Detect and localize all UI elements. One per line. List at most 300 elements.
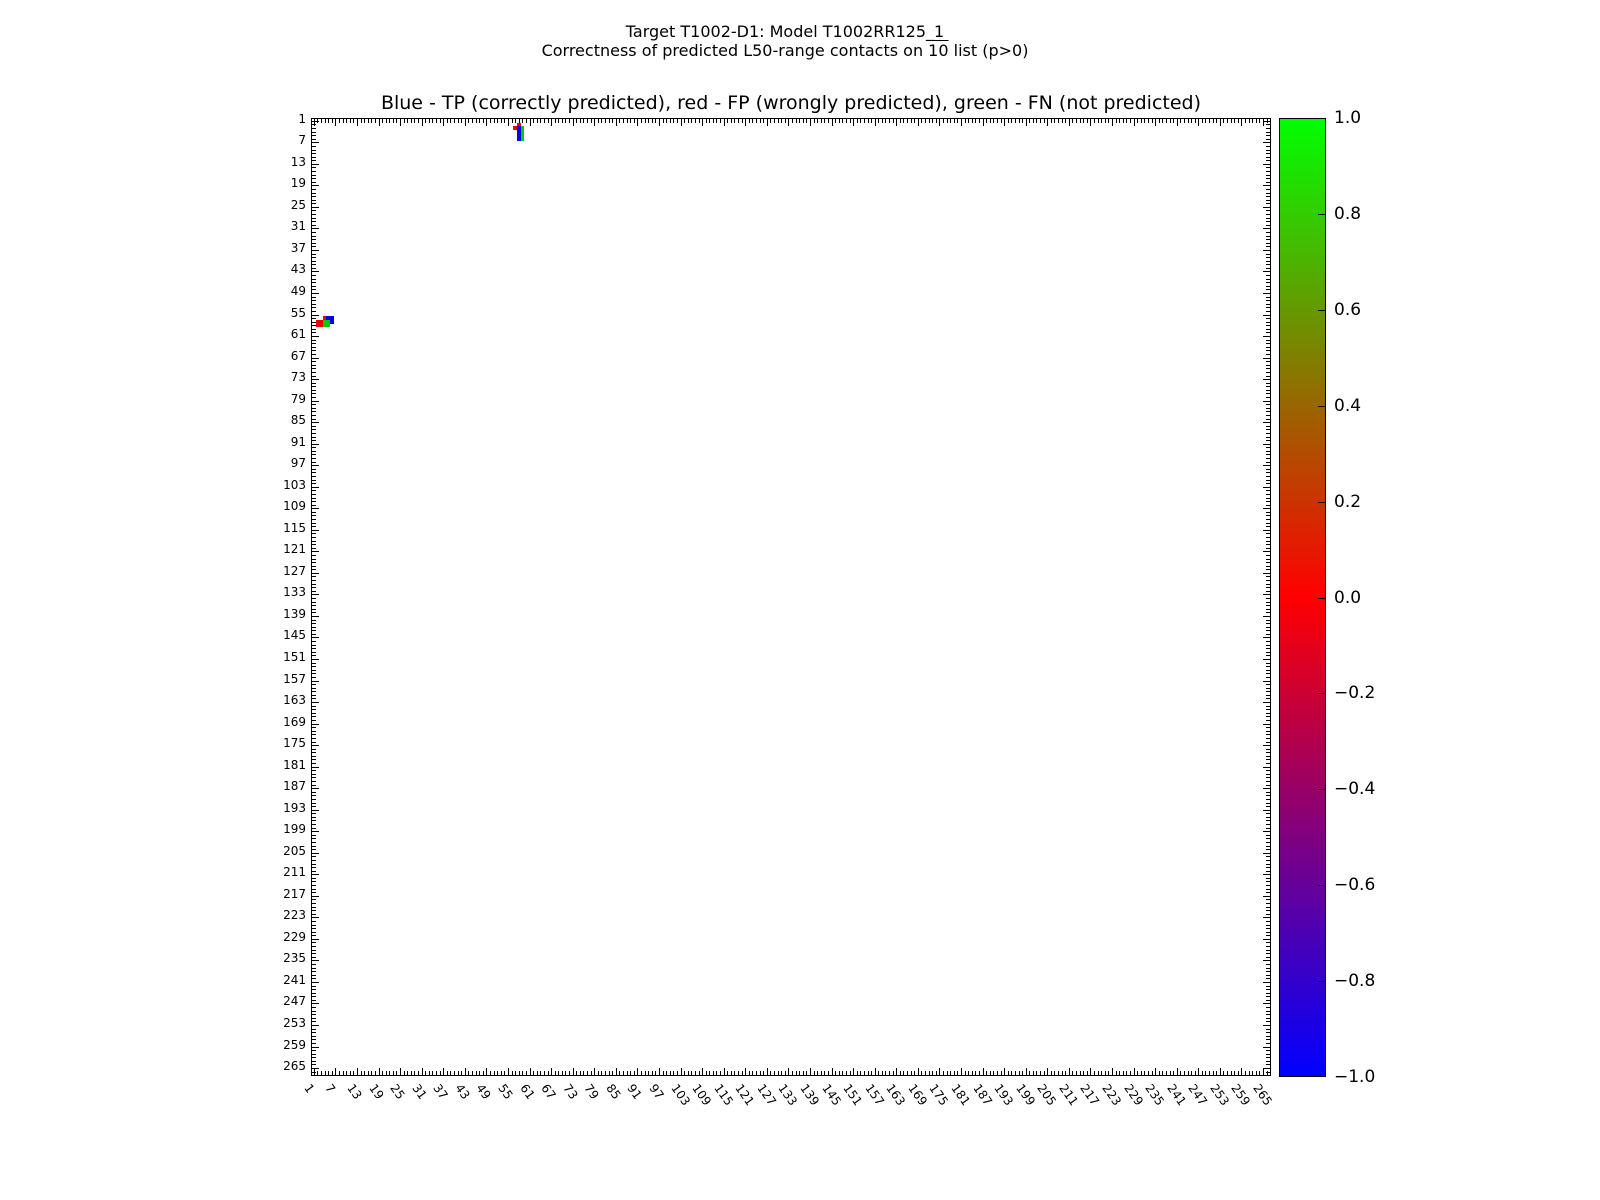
- axis-tick-top: [1152, 119, 1153, 123]
- axis-tick-right: [1266, 264, 1270, 265]
- axis-tick-bottom: [1090, 1068, 1091, 1075]
- axis-tick-top: [857, 119, 858, 123]
- axis-tick-top: [652, 119, 653, 123]
- axis-tick-bottom: [857, 1071, 858, 1075]
- axis-tick-top: [810, 119, 811, 126]
- axis-tick-bottom: [551, 1068, 552, 1075]
- axis-tick-left: [312, 727, 316, 728]
- axis-tick-bottom: [479, 1071, 480, 1075]
- axis-tick-top: [929, 119, 930, 123]
- axis-tick-left: [312, 803, 316, 804]
- axis-tick-left: [312, 971, 316, 972]
- axis-tick-top: [580, 119, 581, 123]
- axis-tick-left: [312, 365, 316, 366]
- axis-tick-left: [312, 975, 316, 976]
- axis-tick-left: [312, 652, 316, 653]
- axis-tick-bottom: [476, 1071, 477, 1075]
- axis-tick-bottom: [1134, 1068, 1135, 1075]
- x-tick-label: 67: [538, 1081, 559, 1102]
- axis-tick-bottom: [591, 1071, 592, 1075]
- axis-tick-bottom: [655, 1071, 656, 1075]
- axis-tick-top: [1058, 119, 1059, 123]
- axis-tick-bottom: [727, 1071, 728, 1075]
- axis-tick-top: [1141, 119, 1142, 123]
- axis-tick-top: [738, 119, 739, 123]
- axis-tick-right: [1266, 580, 1270, 581]
- axis-tick-right: [1266, 677, 1270, 678]
- axis-tick-bottom: [1108, 1071, 1109, 1075]
- axis-tick-left: [312, 289, 316, 290]
- axis-tick-right: [1266, 652, 1270, 653]
- axis-tick-top: [335, 119, 336, 126]
- axis-tick-bottom: [1144, 1071, 1145, 1075]
- axis-tick-bottom: [526, 1071, 527, 1075]
- axis-tick-bottom: [548, 1071, 549, 1075]
- axis-tick-bottom: [350, 1071, 351, 1075]
- y-tick-label: 259: [283, 1037, 306, 1052]
- axis-tick-bottom: [821, 1071, 822, 1075]
- axis-tick-top: [1083, 119, 1084, 123]
- axis-tick-top: [454, 119, 455, 123]
- axis-tick-top: [900, 119, 901, 123]
- axis-tick-left: [312, 1036, 316, 1037]
- axis-tick-right: [1266, 480, 1270, 481]
- axis-tick-top: [1087, 119, 1088, 123]
- axis-tick-bottom: [709, 1071, 710, 1075]
- axis-tick-bottom: [515, 1071, 516, 1075]
- axis-tick-left: [312, 422, 319, 423]
- axis-tick-top: [1267, 119, 1268, 123]
- axis-tick-left: [312, 634, 316, 635]
- y-tick-label: 37: [290, 240, 306, 255]
- axis-tick-right: [1266, 433, 1270, 434]
- axis-tick-top: [587, 119, 588, 123]
- axis-tick-left: [312, 957, 316, 958]
- axis-tick-top: [1234, 119, 1235, 123]
- axis-tick-top: [1223, 119, 1224, 123]
- axis-tick-top: [1159, 119, 1160, 123]
- axis-tick-left: [312, 706, 316, 707]
- axis-tick-bottom: [670, 1071, 671, 1075]
- axis-tick-top: [544, 119, 545, 123]
- axis-tick-left: [312, 849, 316, 850]
- axis-tick-left: [312, 523, 316, 524]
- x-tick-label: 43: [452, 1081, 473, 1102]
- axis-tick-top: [645, 119, 646, 123]
- axis-tick-right: [1266, 620, 1270, 621]
- axis-tick-bottom: [691, 1071, 692, 1075]
- x-tick-label: 151: [840, 1081, 866, 1109]
- axis-tick-left: [312, 315, 319, 316]
- axis-tick-left: [312, 946, 316, 947]
- axis-tick-right: [1266, 236, 1270, 237]
- axis-tick-left: [312, 218, 316, 219]
- axis-tick-top: [558, 119, 559, 123]
- axis-tick-left: [312, 132, 316, 133]
- axis-tick-top: [720, 119, 721, 123]
- axis-tick-right: [1266, 716, 1270, 717]
- axis-tick-right: [1266, 304, 1270, 305]
- axis-tick-top: [1220, 119, 1221, 126]
- axis-tick-right: [1266, 218, 1270, 219]
- axis-tick-top: [983, 119, 984, 126]
- axis-tick-right: [1266, 932, 1270, 933]
- axis-tick-bottom: [1205, 1071, 1206, 1075]
- axis-tick-top: [803, 119, 804, 123]
- axis-tick-bottom: [878, 1071, 879, 1075]
- axis-tick-top: [368, 119, 369, 123]
- axis-tick-bottom: [616, 1068, 617, 1075]
- axis-tick-bottom: [832, 1068, 833, 1075]
- axis-tick-right: [1263, 637, 1270, 638]
- axis-tick-right: [1266, 411, 1270, 412]
- axis-tick-left: [312, 246, 316, 247]
- axis-tick-left: [312, 329, 316, 330]
- axis-tick-bottom: [896, 1068, 897, 1075]
- axes-title-legend: Blue - TP (correctly predicted), red - FP (wrongly predicted), green - FN (not predicted): [380, 92, 1202, 114]
- axis-tick-right: [1266, 523, 1270, 524]
- axis-tick-right: [1266, 770, 1270, 771]
- axis-tick-left: [312, 343, 316, 344]
- y-tick-label: 253: [283, 1015, 306, 1030]
- y-tick-label: 133: [283, 585, 306, 600]
- axis-tick-top: [573, 119, 574, 126]
- axis-tick-left: [312, 483, 316, 484]
- axis-tick-right: [1266, 899, 1270, 900]
- axis-tick-left: [312, 942, 316, 943]
- axis-tick-bottom: [641, 1071, 642, 1075]
- axis-tick-right: [1266, 347, 1270, 348]
- axis-tick-left: [312, 828, 316, 829]
- axis-tick-left: [312, 167, 316, 168]
- axis-tick-top: [903, 119, 904, 123]
- axis-tick-right: [1263, 681, 1270, 682]
- x-tick-label: 49: [473, 1081, 494, 1102]
- axis-tick-right: [1266, 1032, 1270, 1033]
- axis-tick-left: [312, 537, 316, 538]
- axis-tick-left: [312, 928, 316, 929]
- x-tick-label: 91: [624, 1081, 645, 1102]
- axis-tick-left: [312, 293, 319, 294]
- axis-tick-bottom: [522, 1071, 523, 1075]
- axis-tick-right: [1266, 648, 1270, 649]
- axis-tick-right: [1266, 210, 1270, 211]
- axis-tick-right: [1266, 383, 1270, 384]
- axis-tick-bottom: [929, 1071, 930, 1075]
- axis-tick-right: [1263, 1003, 1270, 1004]
- axis-tick-right: [1266, 1061, 1270, 1062]
- axis-tick-left: [312, 932, 316, 933]
- axis-tick-bottom: [983, 1068, 984, 1075]
- axis-tick-left: [312, 160, 316, 161]
- x-tick-label: 265: [1250, 1081, 1275, 1109]
- axis-tick-left: [312, 426, 316, 427]
- axis-tick-bottom: [648, 1071, 649, 1075]
- axis-tick-top: [382, 119, 383, 123]
- x-tick-label: 235: [1142, 1081, 1168, 1109]
- axis-tick-right: [1266, 182, 1270, 183]
- axis-tick-right: [1263, 271, 1270, 272]
- axis-tick-left: [312, 469, 316, 470]
- axis-tick-bottom: [472, 1071, 473, 1075]
- axis-tick-right: [1266, 562, 1270, 563]
- axis-tick-top: [986, 119, 987, 123]
- axis-tick-right: [1266, 254, 1270, 255]
- axis-tick-right: [1263, 336, 1270, 337]
- axis-tick-right: [1266, 354, 1270, 355]
- contact-cell-fn: [521, 126, 525, 140]
- axis-tick-top: [1259, 119, 1260, 123]
- axis-tick-top: [695, 119, 696, 123]
- axis-tick-top: [745, 119, 746, 126]
- axis-tick-bottom: [332, 1071, 333, 1075]
- axis-tick-right: [1266, 630, 1270, 631]
- axis-tick-bottom: [882, 1071, 883, 1075]
- axis-tick-right: [1266, 157, 1270, 158]
- axis-tick-left: [312, 609, 316, 610]
- axis-tick-left: [312, 307, 316, 308]
- axis-tick-right: [1266, 856, 1270, 857]
- axis-tick-top: [486, 119, 487, 126]
- axis-tick-right: [1266, 372, 1270, 373]
- axis-tick-right: [1266, 1011, 1270, 1012]
- axis-tick-bottom: [364, 1071, 365, 1075]
- axis-tick-right: [1266, 803, 1270, 804]
- axis-tick-bottom: [450, 1071, 451, 1075]
- axis-tick-bottom: [490, 1071, 491, 1075]
- axis-tick-right: [1266, 727, 1270, 728]
- axis-tick-right: [1266, 361, 1270, 362]
- axis-tick-right: [1263, 659, 1270, 660]
- x-tick-label: 247: [1185, 1081, 1211, 1109]
- axis-tick-right: [1266, 838, 1270, 839]
- axis-tick-bottom: [317, 1071, 318, 1075]
- axis-tick-right: [1266, 200, 1270, 201]
- axis-tick-left: [312, 774, 316, 775]
- axis-tick-top: [1008, 119, 1009, 123]
- axis-tick-top: [691, 119, 692, 123]
- axis-tick-top: [328, 119, 329, 123]
- axis-tick-right: [1266, 239, 1270, 240]
- axis-tick-right: [1266, 634, 1270, 635]
- axis-tick-right: [1266, 698, 1270, 699]
- axis-tick-right: [1266, 1039, 1270, 1040]
- axis-tick-left: [312, 989, 316, 990]
- axis-tick-right: [1266, 537, 1270, 538]
- axis-tick-left: [312, 871, 316, 872]
- axis-tick-top: [501, 119, 502, 123]
- axis-tick-bottom: [1220, 1068, 1221, 1075]
- axis-tick-left: [312, 1018, 316, 1019]
- axis-tick-right: [1263, 917, 1270, 918]
- axis-tick-top: [846, 119, 847, 123]
- axis-tick-bottom: [738, 1071, 739, 1075]
- axis-tick-right: [1266, 663, 1270, 664]
- x-tick-label: 145: [818, 1081, 844, 1109]
- axis-tick-top: [965, 119, 966, 123]
- axis-tick-top: [522, 119, 523, 123]
- axis-tick-right: [1266, 756, 1270, 757]
- axis-tick-top: [1209, 119, 1210, 123]
- axis-tick-top: [990, 119, 991, 123]
- axis-tick-left: [312, 487, 319, 488]
- axis-tick-right: [1266, 598, 1270, 599]
- axis-tick-left: [312, 702, 319, 703]
- axis-tick-right: [1266, 1014, 1270, 1015]
- axis-tick-left: [312, 835, 316, 836]
- axis-tick-left: [312, 304, 316, 305]
- axis-tick-top: [814, 119, 815, 123]
- axis-tick-bottom: [404, 1071, 405, 1075]
- axis-tick-bottom: [501, 1071, 502, 1075]
- axis-tick-top: [1227, 119, 1228, 123]
- axis-tick-bottom: [731, 1071, 732, 1075]
- axis-tick-bottom: [407, 1071, 408, 1075]
- axis-tick-top: [551, 119, 552, 126]
- axis-tick-right: [1266, 171, 1270, 172]
- axis-tick-left: [312, 268, 316, 269]
- axis-tick-bottom: [512, 1071, 513, 1075]
- axis-tick-top: [537, 119, 538, 123]
- axis-tick-top: [875, 119, 876, 126]
- axis-tick-right: [1263, 465, 1270, 466]
- axis-tick-bottom: [900, 1071, 901, 1075]
- axis-tick-left: [312, 576, 316, 577]
- axis-tick-top: [1162, 119, 1163, 123]
- axis-tick-top: [1076, 119, 1077, 123]
- y-tick-label: 85: [290, 413, 306, 428]
- axis-tick-bottom: [1036, 1071, 1037, 1075]
- axis-tick-left: [312, 214, 316, 215]
- axis-tick-bottom: [652, 1071, 653, 1075]
- axis-tick-left: [312, 698, 316, 699]
- axis-tick-right: [1266, 878, 1270, 879]
- axis-tick-bottom: [947, 1071, 948, 1075]
- axis-tick-left: [312, 831, 319, 832]
- axis-tick-bottom: [454, 1071, 455, 1075]
- axis-tick-left: [312, 336, 319, 337]
- x-tick-label: 139: [797, 1081, 822, 1109]
- axis-tick-right: [1263, 508, 1270, 509]
- axis-tick-top: [497, 119, 498, 123]
- axis-tick-bottom: [1241, 1068, 1242, 1075]
- axis-tick-top: [393, 119, 394, 123]
- axis-tick-left: [312, 964, 316, 965]
- axis-tick-bottom: [961, 1068, 962, 1075]
- axis-tick-top: [839, 119, 840, 123]
- axis-tick-left: [312, 437, 316, 438]
- axis-tick-right: [1266, 584, 1270, 585]
- axis-tick-top: [706, 119, 707, 123]
- axis-tick-left: [312, 734, 316, 735]
- axis-tick-bottom: [972, 1071, 973, 1075]
- axis-tick-top: [461, 119, 462, 123]
- axis-tick-left: [312, 1007, 316, 1008]
- axis-tick-left: [312, 759, 316, 760]
- y-tick-label: 205: [283, 843, 306, 858]
- axis-tick-top: [684, 119, 685, 123]
- axis-tick-bottom: [335, 1068, 336, 1075]
- axis-tick-right: [1263, 164, 1270, 165]
- axis-tick-right: [1263, 315, 1270, 316]
- axis-tick-left: [312, 867, 316, 868]
- axis-tick-bottom: [379, 1068, 380, 1075]
- axis-tick-left: [312, 939, 319, 940]
- axis-tick-right: [1266, 393, 1270, 394]
- axis-tick-top: [828, 119, 829, 123]
- axis-tick-top: [896, 119, 897, 126]
- axis-tick-bottom: [645, 1071, 646, 1075]
- axis-tick-right: [1263, 1068, 1270, 1069]
- axis-tick-bottom: [418, 1071, 419, 1075]
- axis-tick-bottom: [957, 1071, 958, 1075]
- axis-tick-right: [1266, 946, 1270, 947]
- axis-tick-right: [1266, 742, 1270, 743]
- axis-tick-right: [1266, 871, 1270, 872]
- axis-tick-top: [418, 119, 419, 123]
- axis-tick-left: [312, 501, 316, 502]
- y-tick-label: 139: [283, 606, 306, 621]
- axis-tick-right: [1266, 885, 1270, 886]
- axis-tick-bottom: [357, 1068, 358, 1075]
- axis-tick-left: [312, 146, 316, 147]
- axis-tick-bottom: [634, 1071, 635, 1075]
- axis-tick-right: [1266, 892, 1270, 893]
- axis-tick-top: [1062, 119, 1063, 123]
- axis-tick-top: [907, 119, 908, 123]
- axis-tick-bottom: [1162, 1071, 1163, 1075]
- axis-tick-top: [432, 119, 433, 123]
- figure-subtitle: [285, 41, 1285, 60]
- axis-tick-right: [1266, 246, 1270, 247]
- axis-tick-top: [425, 119, 426, 123]
- axis-tick-top: [957, 119, 958, 123]
- axis-tick-bottom: [681, 1068, 682, 1075]
- axis-tick-top: [724, 119, 725, 126]
- axis-tick-bottom: [346, 1071, 347, 1075]
- axis-tick-bottom: [1094, 1071, 1095, 1075]
- y-tick-label: 175: [283, 736, 306, 751]
- axis-tick-top: [1263, 119, 1264, 126]
- axis-tick-left: [312, 236, 316, 237]
- axis-tick-bottom: [1051, 1071, 1052, 1075]
- axis-tick-left: [312, 541, 316, 542]
- axis-tick-bottom: [1173, 1071, 1174, 1075]
- axis-tick-top: [458, 119, 459, 123]
- axis-tick-bottom: [763, 1071, 764, 1075]
- axis-tick-right: [1266, 587, 1270, 588]
- axis-tick-top: [1011, 119, 1012, 123]
- axis-tick-right: [1266, 709, 1270, 710]
- axis-tick-bottom: [936, 1071, 937, 1075]
- axis-tick-bottom: [508, 1068, 509, 1075]
- axis-tick-top: [1205, 119, 1206, 123]
- axis-tick-right: [1266, 763, 1270, 764]
- y-tick-label: 67: [290, 348, 306, 363]
- axis-tick-right: [1266, 282, 1270, 283]
- axis-tick-top: [673, 119, 674, 123]
- axis-tick-left: [312, 548, 316, 549]
- x-tick-label: 97: [646, 1081, 667, 1102]
- axis-tick-left: [312, 505, 316, 506]
- axis-tick-top: [321, 119, 322, 123]
- axis-tick-top: [688, 119, 689, 123]
- axis-tick-top: [436, 119, 437, 123]
- axis-tick-top: [530, 119, 531, 126]
- axis-tick-top: [770, 119, 771, 123]
- axis-tick-top: [1137, 119, 1138, 123]
- axis-tick-bottom: [1231, 1071, 1232, 1075]
